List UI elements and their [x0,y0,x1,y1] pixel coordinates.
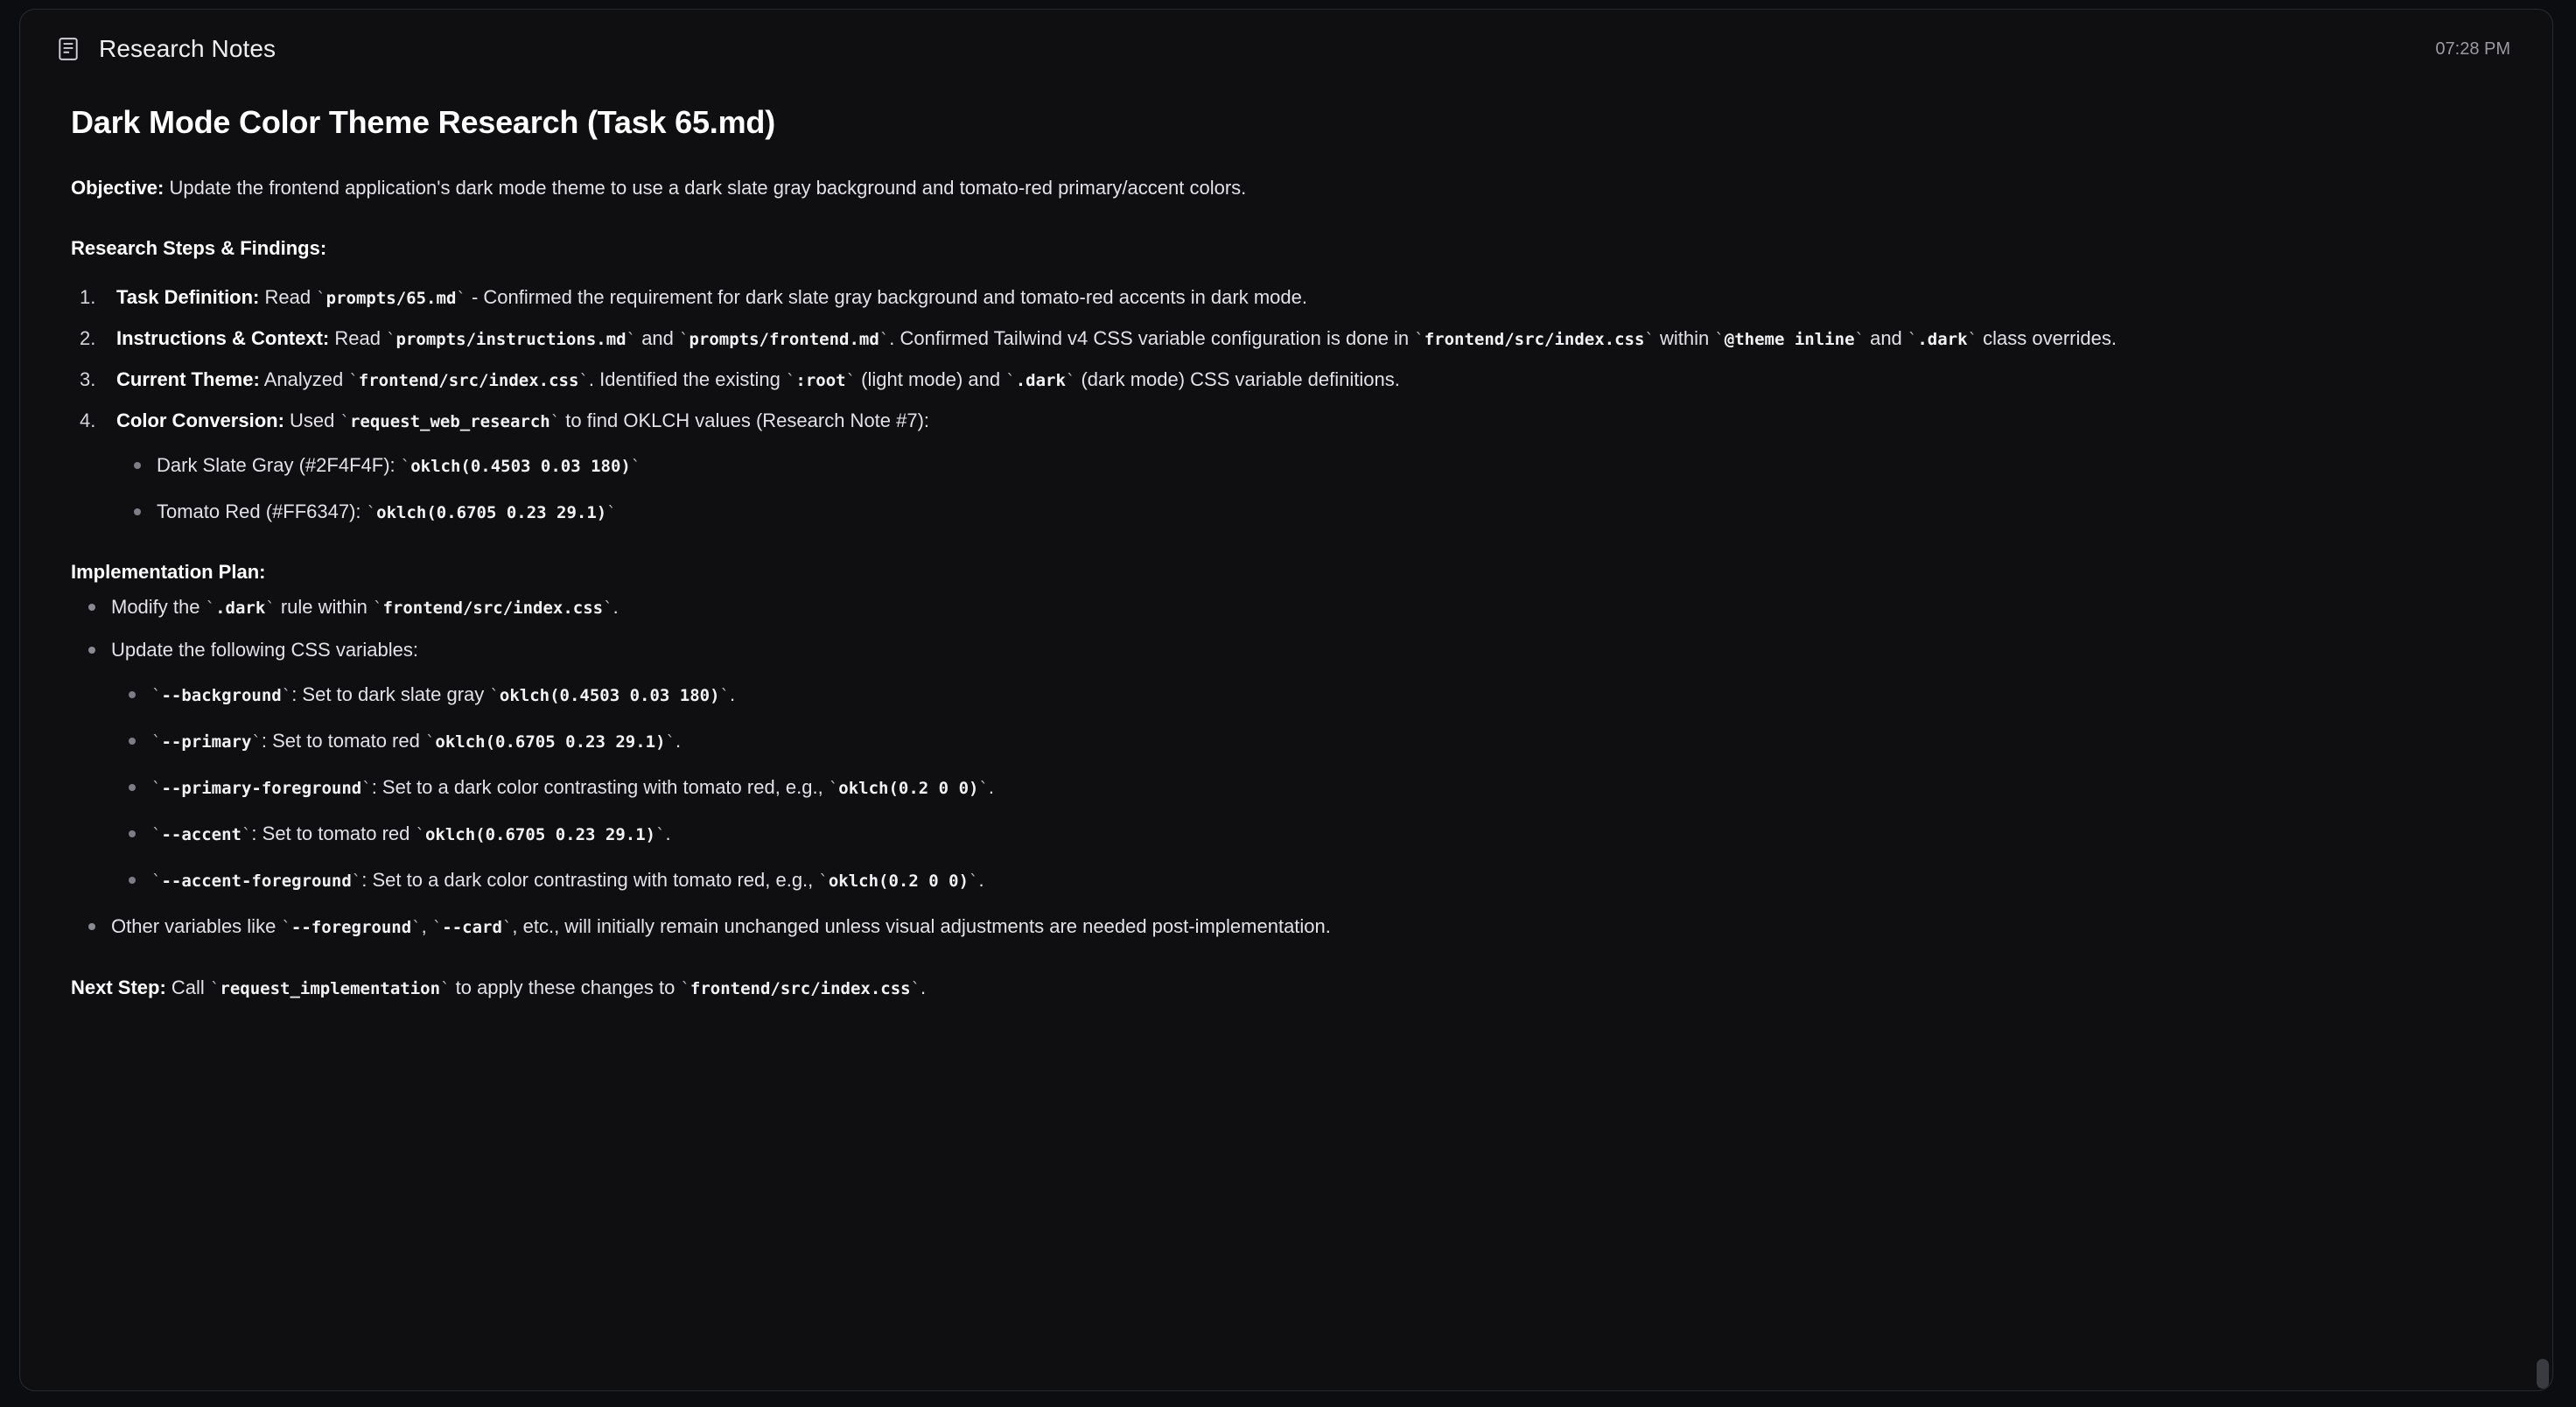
text-run: . [978,868,984,891]
backtick: ` [550,411,561,431]
text-run: class overrides. [1978,326,2117,349]
text-run: within [1654,326,1715,349]
text-run: Tomato Red (#FF6347): [157,500,367,522]
inline-code: --accent [161,824,242,844]
plan-sub-item [151,773,2502,802]
inline-code: --foreground [290,917,412,937]
inline-code: oklch(0.4503 0.03 180) [499,685,720,705]
backtick: ` [910,978,921,998]
plan-item [111,635,2502,894]
plan-sub-item [151,680,2502,709]
text-run: Other variables like [111,914,282,937]
inline-code: request_web_research [349,411,550,431]
inline-code: --primary [161,732,252,752]
vertical-scrollbar[interactable] [2537,1359,2549,1389]
backtick: ` [719,685,730,705]
research-step-item [116,283,2502,312]
step-label: Current Theme: [116,368,260,390]
inline-code: oklch(0.6705 0.23 29.1) [435,732,666,752]
backtick: ` [1644,329,1655,349]
inline-code: :root [795,370,846,390]
text-run: , etc., will initially remain unchanged unless visual adjustments are needed post-implementation. [512,914,1331,937]
document-content [20,67,2552,1002]
next-step-text [166,976,926,998]
research-step-item [116,406,2502,526]
text-run: (light mode) and [856,368,1006,390]
backtick: ` [151,824,162,844]
timestamp: 07:28 PM [2435,38,2510,59]
backtick: ` [151,778,162,798]
backtick: ` [431,917,443,937]
text-run: : Set to dark slate gray [291,682,490,705]
research-step-item [116,324,2502,353]
backtick: ` [411,917,422,937]
step-sub-item [157,451,2502,480]
backtick: ` [265,598,276,618]
text-run: , [421,914,432,937]
text-run: Modify the [111,595,206,618]
text-run: and [1864,326,1908,349]
backtick: ` [424,732,436,752]
backtick: ` [281,917,291,937]
step-label: Color Conversion: [116,409,284,431]
backtick: ` [151,732,162,752]
backtick: ` [1005,370,1016,390]
backtick: ` [373,598,383,618]
plan-sub-item [151,726,2502,755]
implementation-plan-list [71,592,2502,941]
text-run: . [665,822,671,844]
inline-code: @theme inline [1724,329,1855,349]
backtick: ` [340,411,350,431]
backtick: ` [351,871,362,891]
backtick: ` [665,732,676,752]
text-run: to apply these changes to [450,976,681,998]
backtick: ` [1967,329,1978,349]
inline-code: prompts/frontend.md [689,329,879,349]
text-run: - Confirmed the requirement for dark slate gray background and tomato-red accents in dark mode. [466,285,1307,308]
text-run: . Confirmed Tailwind v4 CSS variable configuration is done in [889,326,1415,349]
text-run: Analyzed [259,368,349,390]
backtick: ` [1907,329,1918,349]
plan-item [111,912,2502,941]
backtick: ` [1714,329,1725,349]
next-step-label: Next Step: [71,976,166,998]
panel-header [20,10,2552,67]
objective-paragraph [71,174,2502,202]
inline-code: frontend/src/index.css [358,370,579,390]
backtick: ` [361,778,372,798]
text-run: Update the following CSS variables: [111,638,418,661]
backtick: ` [626,329,637,349]
backtick: ` [1414,329,1424,349]
text-run: . Identified the existing [588,368,786,390]
plan-sub-item [151,819,2502,848]
inline-code: --background [161,685,282,705]
implementation-plan-heading: Implementation Plan: [71,560,266,583]
backtick: ` [603,598,613,618]
text-run: and [636,326,680,349]
backtick: ` [578,370,589,390]
research-step-item [116,365,2502,394]
text-run: . [675,729,682,752]
inline-code: --accent-foreground [161,871,352,891]
backtick: ` [205,598,216,618]
backtick: ` [241,824,252,844]
objective-text: Update the frontend application's dark mode theme to use a dark slate gray background and tomato-red primary/accent colors. [164,177,1247,199]
text-run: Read [329,326,387,349]
backtick: ` [316,288,326,308]
step-label: Task Definition: [116,285,260,308]
backtick: ` [878,329,890,349]
backtick: ` [456,288,466,308]
inline-code: oklch(0.6705 0.23 29.1) [376,502,607,522]
backtick: ` [785,370,796,390]
inline-code: .dark [1015,370,1066,390]
inline-code: request_implementation [220,978,441,998]
inline-code: oklch(0.2 0 0) [828,871,970,891]
backtick: ` [151,871,162,891]
text-run: (dark mode) CSS variable definitions. [1075,368,1400,390]
objective-label: Objective: [71,177,164,199]
text-run: . [612,595,619,618]
backtick: ` [501,917,513,937]
backtick: ` [440,978,451,998]
backtick: ` [281,685,292,705]
text-run: . [988,775,995,798]
backtick: ` [348,370,359,390]
backtick: ` [209,978,220,998]
text-run: : Set to a dark color contrasting with tomato red, e.g., [361,868,819,891]
backtick: ` [818,871,829,891]
research-steps-list [71,283,2502,526]
step-sub-item [157,497,2502,526]
inline-code: oklch(0.4503 0.03 180) [410,456,631,476]
text-run: . [920,976,927,998]
backtick: ` [489,685,500,705]
plan-sub-list [111,680,2502,894]
inline-code: prompts/instructions.md [396,329,626,349]
backtick: ` [1065,370,1076,390]
inline-code: frontend/src/index.css [690,978,911,998]
plan-sub-item [151,865,2502,894]
backtick: ` [251,732,262,752]
backtick: ` [606,502,617,522]
backtick: ` [828,778,839,798]
text-run: Read [259,285,317,308]
inline-code: .dark [1917,329,1968,349]
research-notes-panel [19,9,2553,1391]
backtick: ` [679,329,690,349]
backtick: ` [845,370,857,390]
document-notes-icon [53,34,83,64]
text-run: Used [284,409,340,431]
step-label: Instructions & Context: [116,326,330,349]
backtick: ` [151,685,162,705]
text-run: to find OKLCH values (Research Note #7): [560,409,930,431]
inline-code: frontend/src/index.css [1424,329,1645,349]
backtick: ` [386,329,396,349]
panel-title: Research Notes [99,35,276,62]
backtick: ` [1854,329,1865,349]
text-run: : Set to a dark color contrasting with tomato red, e.g., [371,775,829,798]
backtick: ` [978,778,989,798]
text-run: Call [165,976,210,998]
backtick: ` [655,824,666,844]
backtick: ` [969,871,979,891]
research-steps-heading: Research Steps & Findings: [71,236,327,259]
step-sub-list [116,451,2502,526]
inline-code: --card [442,917,502,937]
inline-code: .dark [215,598,266,618]
next-step-paragraph [71,974,2502,1002]
text-run: rule within [275,595,373,618]
backtick: ` [415,824,425,844]
backtick: ` [630,456,641,476]
backtick: ` [680,978,690,998]
plan-item [111,592,2502,621]
inline-code: prompts/65.md [326,288,457,308]
inline-code: --primary-foreground [161,778,362,798]
text-run: : Set to tomato red [261,729,425,752]
text-run: : Set to tomato red [251,822,416,844]
inline-code: oklch(0.6705 0.23 29.1) [424,824,656,844]
backtick: ` [400,456,411,476]
text-run: . [730,682,736,705]
inline-code: oklch(0.2 0 0) [838,778,979,798]
backtick: ` [366,502,377,522]
page-title: Dark Mode Color Theme Research (Task 65.md) [71,104,775,140]
text-run: Dark Slate Gray (#2F4F4F): [157,453,401,476]
inline-code: frontend/src/index.css [382,598,604,618]
